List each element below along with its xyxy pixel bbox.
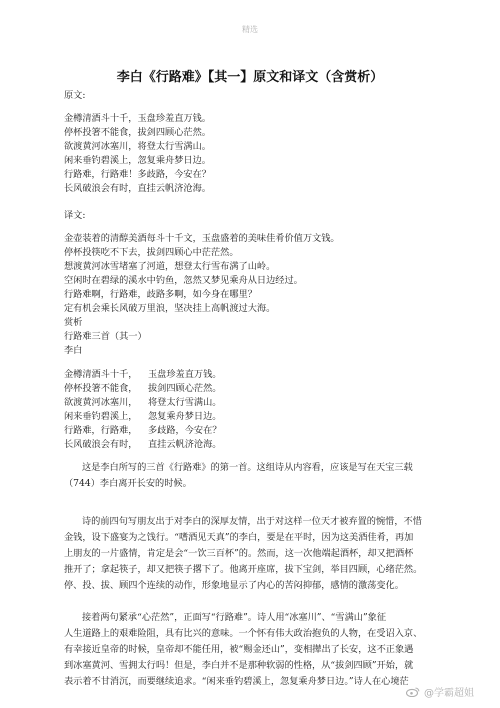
poem-author: 李白 bbox=[64, 345, 83, 356]
translation-line: 停杯投筷吃不下去，拔剑四顾心中茫茫然。 bbox=[64, 247, 239, 258]
label-translation: 译文: bbox=[64, 210, 86, 221]
translation-line: 行路难啊，行路难，歧路多啊，如今身在哪里？ bbox=[64, 289, 257, 300]
translation-line: 空闲时在碧绿的溪水中钓鱼，忽然又梦见乘舟从日边经过。 bbox=[64, 275, 303, 286]
poem-row: 行路难，行路难， 多歧路，今安在？ bbox=[64, 425, 222, 436]
poem-row: 长风破浪会有时， 直挂云帆济沧海。 bbox=[64, 439, 222, 450]
label-original: 原文: bbox=[64, 90, 86, 101]
poem-row: 停杯投箸不能食， 拔剑四顾心茫然。 bbox=[64, 383, 222, 394]
original-line: 停杯投箸不能食，拔剑四顾心茫然。 bbox=[64, 127, 211, 138]
appreciation-heading: 赏析 bbox=[64, 317, 83, 328]
commentary-paragraph: 这是李白所写的三首《行路难》的第一首。这组诗从内容看，应该是写在天宝三载 （744）李白离开长安的时候。 bbox=[64, 462, 413, 489]
original-line: 闲来垂钓碧溪上，忽复乘舟梦日边。 bbox=[64, 155, 211, 166]
translation-line: 定有机会乘长风破万里浪，坚决挂上高帆渡过大海。 bbox=[64, 303, 276, 314]
poem-row: 欲渡黄河冰塞川， 将登太行雪满山。 bbox=[64, 397, 222, 408]
weibo-logo-icon bbox=[406, 687, 420, 697]
original-line: 金樽清酒斗十千，玉盘珍羞直万钱。 bbox=[64, 113, 211, 124]
translation-line: 金壶装着的清醇美酒每斗十千文，玉盘盛着的美味佳肴价值万文钱。 bbox=[64, 233, 340, 244]
poem-subtitle: 行路难三首（其一） bbox=[64, 331, 147, 342]
translation-line: 想渡黄河冰雪堵塞了河道，想登太行雪布满了山岭。 bbox=[64, 261, 276, 272]
page-tag: 精选 bbox=[242, 25, 258, 34]
original-line: 行路难，行路难！多歧路，今安在？ bbox=[64, 169, 211, 180]
original-line: 欲渡黄河冰塞川，将登太行雪满山。 bbox=[64, 141, 211, 152]
poem-row: 闲来垂钓碧溪上， 忽复乘舟梦日边。 bbox=[64, 411, 222, 422]
poem-row: 金樽清酒斗十千， 玉盘珍羞直万钱。 bbox=[64, 369, 222, 380]
document-title: 李白《行路难》【其一】原文和译文（含赏析） bbox=[116, 70, 384, 85]
watermark bbox=[406, 684, 474, 699]
commentary-paragraph: 诗的前四句写朋友出于对李白的深厚友情，出于对这样一位天才被弃置的惋惜，不惜 金钱，设下盛宴为之饯行。“嗜酒见天真”的李白，要是在平时，因为这美酒佳肴，再加 上朋友的一片盛情，肯定是会“一饮三百杯”的。然而，这一次他端起酒杯，却又把酒杯 推开了；拿起筷子，却又把筷子撂下了。他离开座席，拔下宝剑，举目四顾，心绪茫然。 停、投、拔、顾四个连续的动作，形象地显示了内心的苦闷抑郁，感情的激荡变化。 bbox=[64, 516, 423, 591]
watermark-text: @学霸超姐 bbox=[424, 688, 474, 699]
commentary-paragraph: 接着两句紧承“心茫然”，正面写“行路难”。诗人用“冰塞川”、“雪满山”象征 人生道路上的艰难险阻，具有比兴的意味。一个怀有伟大政治抱负的人物，在受诏入京、 有幸接近皇帝的时候，皇帝却不能任用，被“赐金还山”，变相撵出了长安，这不正象遇 到冰塞黄河、雪拥太行吗！但是，李白并不是那种软弱的性格，从“拔剑四顾”开始，就 表示着不甘消沉，而要继续追求。“闲来垂钓碧溪上，忽复乘舟梦日边。”诗人在心境茫 bbox=[64, 612, 423, 687]
original-line: 长风破浪会有时，直挂云帆济沧海。 bbox=[64, 183, 211, 194]
